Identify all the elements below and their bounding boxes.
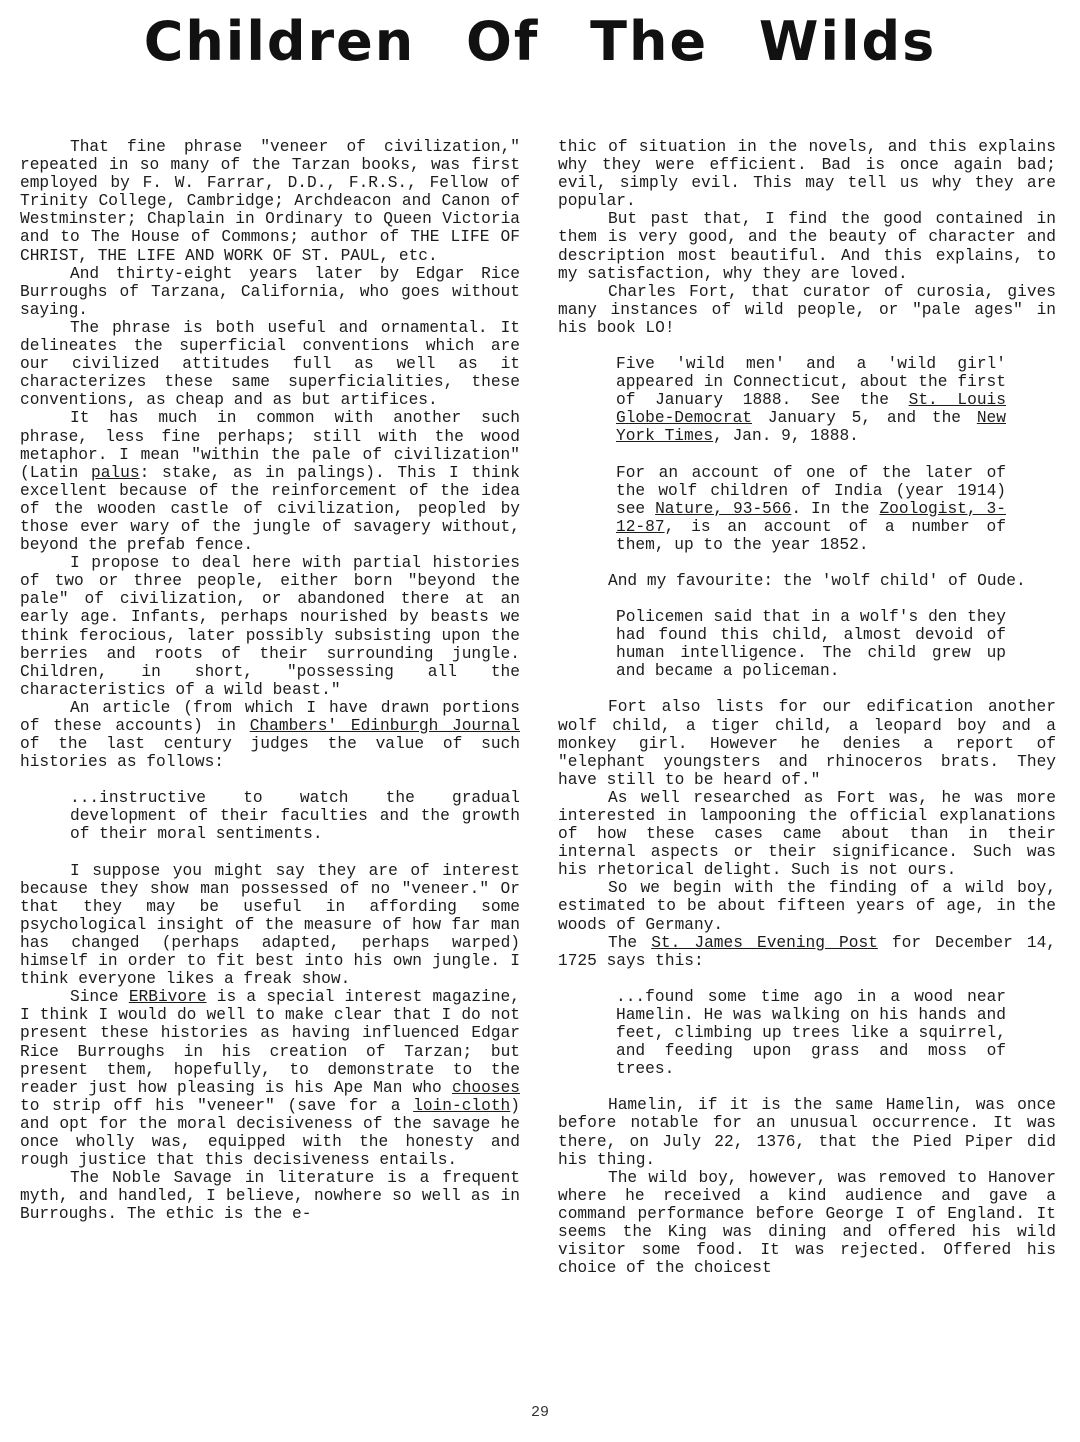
text-run: Five 'wild men' and a 'wild girl' appeared in Connecticut, about the first of January 1888. See the xyxy=(616,355,1006,410)
underlined-term: palus xyxy=(91,463,140,482)
newspaper-title: New York Times xyxy=(616,409,1006,446)
paragraph xyxy=(558,934,1056,970)
right-column xyxy=(558,138,1056,1277)
block-quote xyxy=(616,464,1006,554)
newspaper-title: St. Louis Globe-Democrat xyxy=(616,391,1006,428)
text-run: for December 14, 1725 says this: xyxy=(558,933,1056,970)
text-run: : stake, as in palings). This I think excellent because of the reinforcement of the idea of the wooden castle of civilization, peopled by those ever wary of the jungle of savagery without, beyond the prefab fence. xyxy=(20,463,520,555)
journal-citation: Zoologist, 3-12-87 xyxy=(616,499,1006,536)
text-run: , is an account of a number of them, up to the year 1852. xyxy=(616,517,1006,554)
text-run: For an account of one of the later of the wolf children of India (year 1914) see xyxy=(616,463,1006,518)
left-column xyxy=(20,138,520,1223)
block-quote xyxy=(616,355,1006,445)
text-run: The xyxy=(608,933,652,952)
paragraph: So we begin with the finding of a wild boy, estimated to be about fifteen years of age, in the woods of Germany. xyxy=(558,879,1056,934)
paragraph: The Noble Savage in literature is a frequent myth, and handled, I believe, nowhere so well as in Burroughs. The ethic is the e- xyxy=(20,1169,520,1224)
paragraph: I suppose you might say they are of interest because they show man possessed of no "veneer." Or that they may be useful in affording some psychological insight of the measure of how far man has changed (perhaps adapted, perhaps warped) himself in order to fit best into his own jungle. I think everyone likes a freak show. xyxy=(20,861,520,989)
paragraph xyxy=(20,699,520,771)
text-run: . In the xyxy=(791,499,880,518)
paragraph: And my favourite: the 'wolf child' of Oude. xyxy=(608,571,1026,590)
underlined-term: loin-cloth xyxy=(413,1096,511,1115)
paragraph: The wild boy, however, was removed to Hanover where he received a kind audience and gave a command performance before George I of England. It seems the King was dining and offered his wild visitor some food. It was rejected. Offered his choice of the choicest xyxy=(558,1168,1056,1278)
paragraph: As well researched as Fort was, he was more interested in lampooning the official explanations of how these cases came about than in their internal aspects or their significance. Such was his rhetorical delight. Such is not ours. xyxy=(558,788,1056,880)
journal-title: Chambers' Edinburgh Journal xyxy=(249,717,520,735)
text-run: of the last century judges the value of such histories as follows: xyxy=(20,735,520,772)
paragraph: Hamelin, if it is the same Hamelin, was once before notable for an unusual occurrence. It was there, on July 22, 1376, that the Pied Piper did his thing. xyxy=(558,1096,1056,1169)
paragraph: Charles Fort, that curator of curosia, gives many instances of wild people, or "pale ages" in his book LO! xyxy=(558,282,1056,337)
block-quote: Policemen said that in a wolf's den they had found this child, almost devoid of human intelligence. The child grew up and became a policeman. xyxy=(616,608,1006,681)
underlined-term: chooses xyxy=(452,1078,520,1097)
paragraph xyxy=(20,409,520,554)
text-run: to strip off his "veneer" (save for a xyxy=(20,1096,414,1115)
text-run: ) and opt for the moral decisiveness of the savage he once wholly was, equipped with the honesty and rough justice that this decisiveness entails. xyxy=(20,1096,520,1170)
paragraph: Fort also lists for our edification another wolf child, a tiger child, a leopard boy and a monkey girl. However he denies a report of "elephant youngsters and rhinoceros brats. They have still to be heard of." xyxy=(558,698,1056,789)
paragraph: And thirty-eight years later by Edgar Rice Burroughs of Tarzana, California, who goes without saying. xyxy=(20,264,520,319)
page-number: 29 xyxy=(530,1404,549,1421)
paragraph: That fine phrase "veneer of civilization," repeated in so many of the Tarzan books, was first employed by F. W. Farrar, D.D., F.R.S., Fellow of Trinity College, Cambridge; Archdeacon and Canon of Westminster; Chaplain in Ordinary to Queen Victoria and to The House of Commons; author of THE LIFE OF CHRIST, THE LIFE AND WORK OF ST. PAUL, etc. xyxy=(20,138,520,265)
text-run: January 5, and the xyxy=(752,409,977,428)
text-run: is a special interest magazine, I think I would do well to make clear that I do not present these histories as having influenced Edgar Rice Burroughs in his creation of Tarzan; but present them, hopefully, to demonstrate to the reader just how pleasing is his Ape Man who xyxy=(20,988,520,1097)
text-run: An article (from which I have drawn portions of these accounts) in xyxy=(20,698,520,735)
journal-citation: Nature, 93-566 xyxy=(655,499,792,518)
paragraph: But past that, I find the good contained in them is very good, and the beauty of character and description most beautiful. And this explains, to my satisfaction, why they are loved. xyxy=(558,210,1056,283)
newspaper-title: St. James Evening Post xyxy=(651,933,878,952)
paragraph xyxy=(20,988,520,1169)
block-quote: ...instructive to watch the gradual development of their faculties and the growth of their moral sentiments. xyxy=(70,789,520,844)
block-quote: ...found some time ago in a wood near Hamelin. He was walking on his hands and feet, climbing up trees like a squirrel, and feeding upon grass and moss of trees. xyxy=(616,987,1006,1079)
page-title: Children Of The Wilds xyxy=(143,10,937,73)
paragraph: I propose to deal here with partial histories of two or three people, either born "beyond the pale" of civilization, or abandoned there at an early age. Infants, perhaps nourished by beasts we think ferocious, later possibly subsisting upon the berries and roots of their surrounding jungle. Children, in short, "possessing all the characteristics of a wild beast." xyxy=(20,554,520,699)
text-run: , Jan. 9, 1888. xyxy=(713,427,859,446)
magazine-title: ERBivore xyxy=(128,988,207,1007)
paragraph: The phrase is both useful and ornamental. It delineates the superficial conventions which are our civilized attitudes full as well as it characterizes these same superficialities, these conventions, as cheap and as but artifices. xyxy=(20,318,520,410)
text-run: It has much in common with another such phrase, less fine perhaps; still with the wood metaphor. I mean "within the pale of civilization" (Latin xyxy=(20,409,520,482)
paragraph: thic of situation in the novels, and this explains why they were efficient. Bad is once again bad; evil, simply evil. This may tell us why they are popular. xyxy=(558,138,1056,211)
text-run: Since xyxy=(70,988,129,1007)
